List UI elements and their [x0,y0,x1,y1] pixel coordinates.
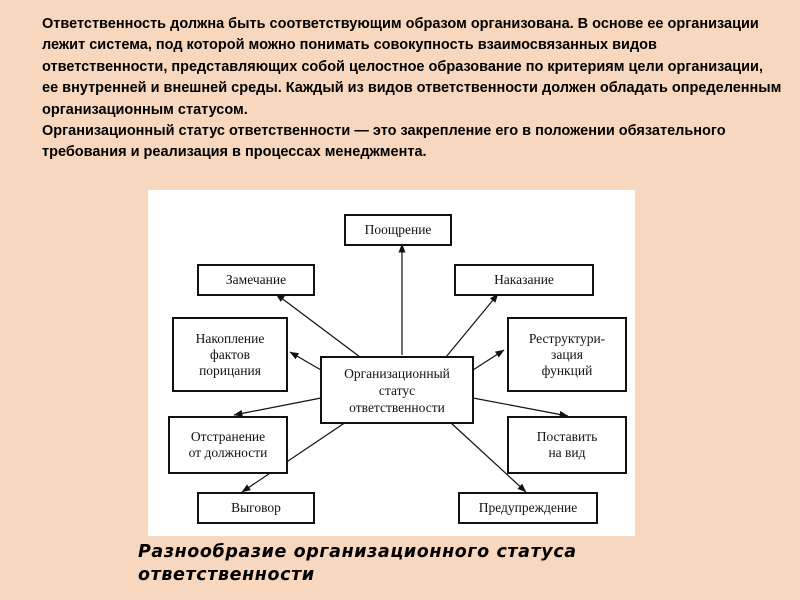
node-otstranenie: Отстранение от должности [168,416,288,474]
node-nakazanie: Наказание [454,264,594,296]
node-center-status: Организационный статус ответственности [320,356,474,424]
responsibility-status-diagram [148,190,635,536]
node-vygovor: Выговор [197,492,315,524]
intro-text [42,14,782,164]
node-pooshchrenie: Поощрение [344,214,452,246]
arrow-to-restrukturizatsiya [473,350,504,370]
node-nakoplenie: Накопление фактов порицания [172,317,288,392]
node-preduprezhdenie: Предупреждение [458,492,598,524]
node-zamechanie: Замечание [197,264,315,296]
node-restrukturizatsiya: Реструктури- зация функций [507,317,627,392]
arrow-to-nakazanie [446,294,498,357]
intro-paragraph-1: Ответственность должна быть соответствующим образом организована. В основе ее организации лежит система, под которой можно понимать совокупность взаимосвязанных видов ответственности, представляющих собой целостное образование по критериям цели организации, ее внутренней и внешней среды. Каждый из видов ответственности должен обладать определенным организационным статусом. [42,16,782,118]
intro-paragraph-2: Организационный статус ответственности — это закрепление его в положении обязательного требования и реализация в процессах менеджмента. [42,123,726,161]
arrow-to-postavit [473,398,568,416]
arrow-to-zamechanie [276,294,360,357]
node-postavit: Поставить на вид [507,416,627,474]
arrow-to-nakoplenie [290,352,321,370]
arrow-to-otstranenie [234,398,321,415]
diagram-caption: Разнообразие организационного статуса ответственности [138,542,577,585]
